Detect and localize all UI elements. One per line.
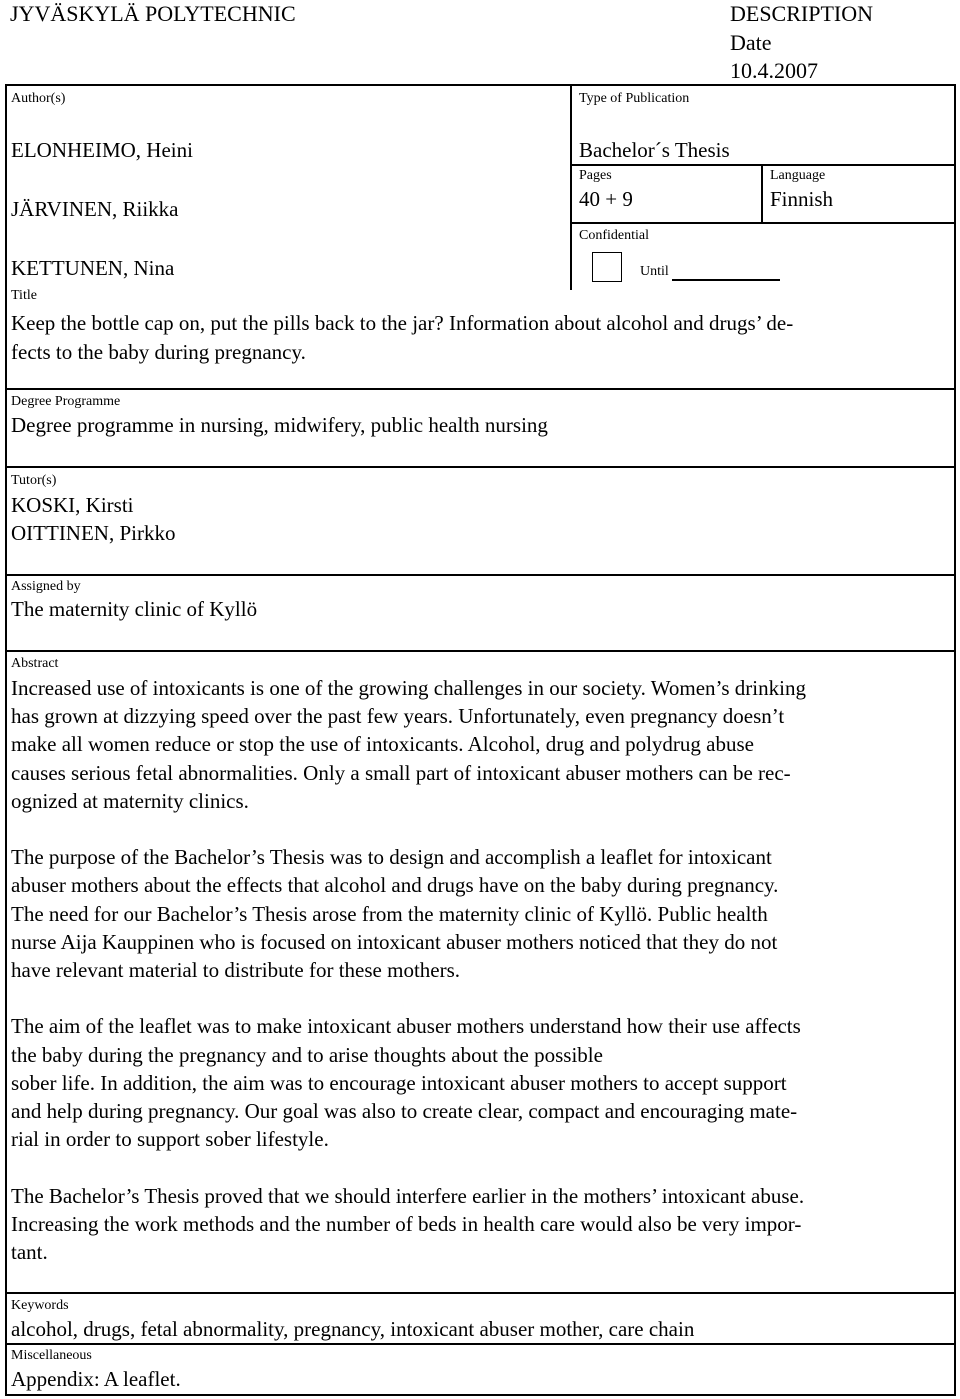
- abstract-paragraph: [11, 843, 951, 984]
- abstract-paragraph: [11, 1182, 951, 1267]
- abstract-line: The aim of the leaflet was to make intoxicant abuser mothers understand how their use affects: [11, 1014, 801, 1039]
- thesis-title: [11, 309, 793, 366]
- abstract-line: causes serious fetal abnormalities. Only a small part of intoxicant abuser mothers can be rec-: [11, 760, 791, 785]
- publication-type-label: Type of Publication: [579, 91, 690, 106]
- assigned-label: Assigned by: [11, 579, 81, 594]
- confidential-divider: [570, 222, 956, 224]
- confidential-label: Confidential: [579, 228, 649, 243]
- author-name: KETTUNEN, Nina: [11, 256, 175, 280]
- language-label: Language: [770, 168, 826, 183]
- abstract-paragraph: [11, 674, 951, 815]
- tutor-divider: [5, 574, 956, 576]
- author-name: ELONHEIMO, Heini: [11, 138, 193, 162]
- abstract-line: has grown at dizzying speed over the past few years. Unfortunately, even pregnancy doesn’t: [11, 704, 785, 729]
- date-value: 10.4.2007: [730, 58, 818, 83]
- assigned-divider: [5, 650, 956, 652]
- language-value: Finnish: [770, 187, 834, 211]
- keywords-divider: [5, 1343, 956, 1345]
- pages-divider: [570, 164, 956, 166]
- abstract-line: ognized at maternity clinics.: [11, 788, 249, 813]
- abstract-line: Increased use of intoxicants is one of the growing challenges in our society. Women’s drinking: [11, 676, 806, 700]
- abstract-line: and help during pregnancy. Our goal was also to create clear, compact and encouraging mate-: [11, 1099, 798, 1124]
- document-type: DESCRIPTION: [730, 1, 874, 26]
- pages-label: Pages: [579, 168, 612, 183]
- abstract-line: abuser mothers about the effects that alcohol and drugs have on the baby during pregnancy.: [11, 873, 779, 898]
- tutor-name: OITTINEN, Pirkko: [11, 521, 176, 545]
- abstract-line: tant.: [11, 1240, 48, 1265]
- degree-label: Degree Programme: [11, 394, 121, 409]
- abstract-line: the baby during the pregnancy and to arise thoughts about the possible: [11, 1042, 603, 1067]
- abstract-line: The need for our Bachelor’s Thesis arose from the maternity clinic of Kyllö. Public health: [11, 901, 768, 926]
- publication-type-value: Bachelor´s Thesis: [579, 138, 730, 162]
- abstract-label: Abstract: [11, 656, 59, 671]
- abstract-line: have relevant material to distribute for these mothers.: [11, 958, 461, 983]
- assigned-value: The maternity clinic of Kyllö: [11, 597, 258, 621]
- abstract-line: nurse Aija Kauppinen who is focused on intoxicant abuser mothers noticed that they do not: [11, 929, 778, 954]
- column-divider: [570, 84, 572, 290]
- title-line: fects to the baby during pregnancy.: [11, 339, 306, 364]
- institution-name: JYVÄSKYLÄ POLYTECHNIC: [10, 1, 296, 26]
- author-name: JÄRVINEN, Riikka: [11, 197, 179, 221]
- degree-divider: [5, 466, 956, 468]
- tutors-label: Tutor(s): [11, 473, 57, 488]
- language-divider: [761, 164, 763, 224]
- title-divider: [5, 388, 956, 390]
- title-line: Keep the bottle cap on, put the pills back to the jar? Information about alcohol and drugs’ de-: [11, 311, 794, 335]
- abstract-divider: [5, 1292, 956, 1294]
- title-label: Title: [11, 288, 37, 303]
- abstract-paragraph: [11, 1012, 951, 1153]
- abstract-line: sober life. In addition, the aim was to encourage intoxicant abuser mothers to accept support: [11, 1070, 787, 1095]
- miscellaneous-value: Appendix: A leaflet.: [11, 1367, 181, 1391]
- tutors-list: [11, 491, 175, 547]
- keywords-label: Keywords: [11, 1298, 69, 1313]
- until-field-line[interactable]: [672, 279, 780, 281]
- abstract-line: rial in order to support sober lifestyle.: [11, 1127, 329, 1152]
- pages-value: 40 + 9: [579, 187, 633, 211]
- date-label: Date: [730, 30, 772, 55]
- abstract-line: The purpose of the Bachelor’s Thesis was to design and accomplish a leaflet for intoxicant: [11, 845, 772, 870]
- abstract-line: Increasing the work methods and the number of beds in health care would also be very impor-: [11, 1211, 802, 1236]
- abstract-line: make all women reduce or stop the use of intoxicants. Alcohol, drug and polydrug abuse: [11, 732, 754, 757]
- miscellaneous-label: Miscellaneous: [11, 1348, 92, 1363]
- keywords-value: alcohol, drugs, fetal abnormality, pregnancy, intoxicant abuser mother, care chain: [11, 1317, 695, 1341]
- degree-value: Degree programme in nursing, midwifery, public health nursing: [11, 413, 548, 437]
- authors-label: Author(s): [11, 91, 66, 106]
- abstract-text: [11, 674, 951, 1266]
- tutor-name: KOSKI, Kirsti: [11, 493, 134, 517]
- abstract-line: The Bachelor’s Thesis proved that we should interfere earlier in the mothers’ intoxicant abuse.: [11, 1183, 805, 1208]
- confidential-checkbox[interactable]: [592, 252, 622, 282]
- until-label: Until: [640, 264, 669, 279]
